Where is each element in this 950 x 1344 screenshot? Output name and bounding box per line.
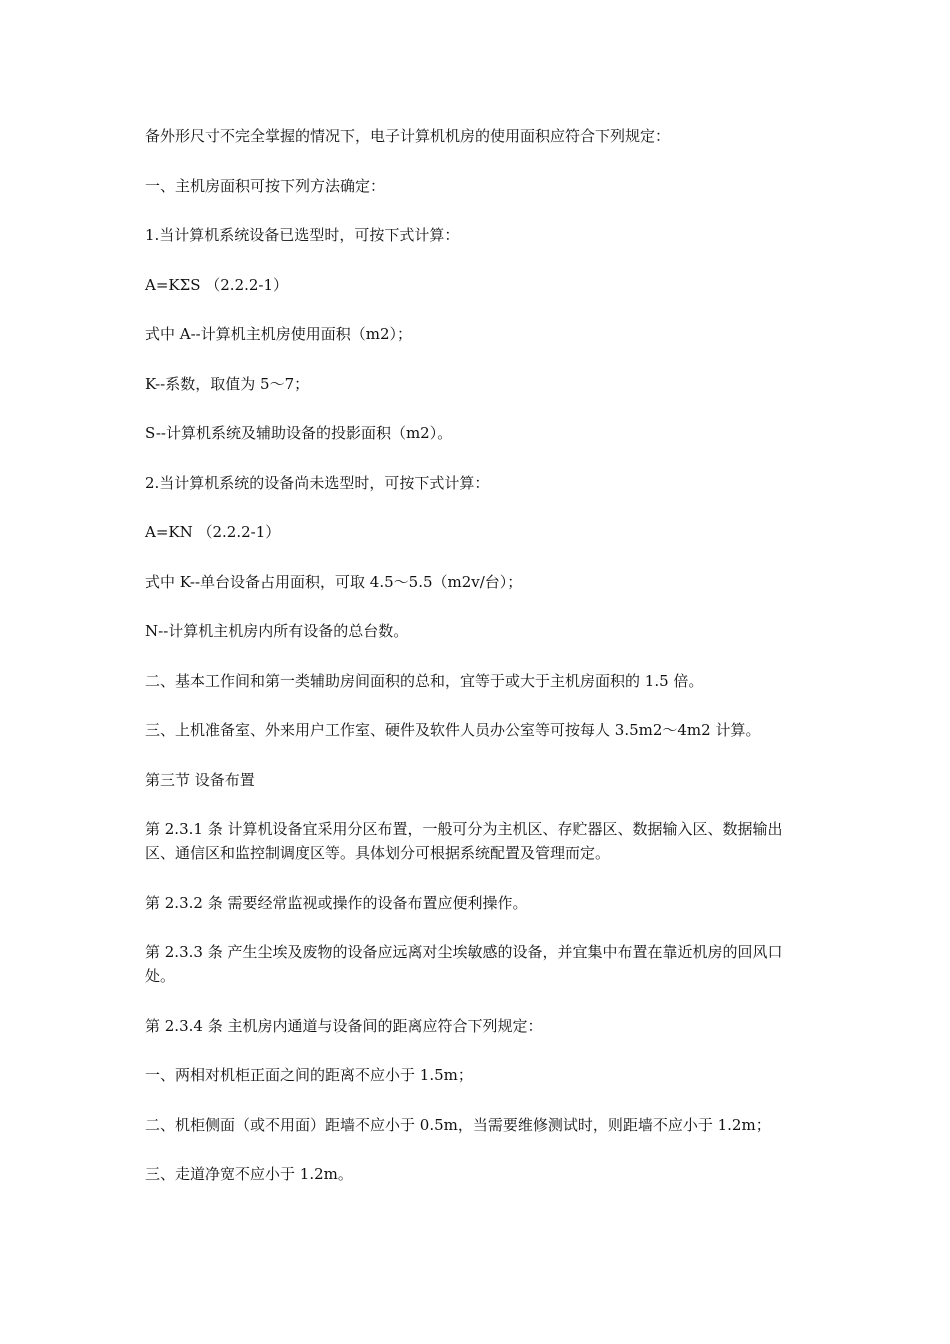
paragraph-prep-room: 三、上机准备室、外来用户工作室、硬件及软件人员办公室等可按每人 3.5m2～4m2 计算。 [145, 721, 761, 739]
paragraph-definition-k: K--系数，取值为 5～7； [145, 374, 310, 393]
clause-2-3-2: 第 2.3.2 条 需要经常监视或操作的设备布置应便利操作。 [145, 893, 528, 912]
formula-2: A=KN （2.2.2-1） [145, 523, 281, 541]
section-heading: 第三节 设备布置 [145, 770, 255, 789]
rule-aisle-width: 三、走道净宽不应小于 1.2m。 [145, 1165, 353, 1183]
clause-2-3-3: 第 2.3.3 条 产生尘埃及废物的设备应远离对尘埃敏感的设备，并宜集中布置在靠近机房的回风口处。 [145, 943, 783, 985]
paragraph-definition-k2: 式中 K--单台设备占用面积，可取 4.5～5.5（m2v/台）； [145, 572, 523, 591]
paragraph-method-1: 1.当计算机系统设备已选型时，可按下式计算： [145, 226, 460, 244]
paragraph-intro: 备外形尺寸不完全掌握的情况下，电子计算机机房的使用面积应符合下列规定： [145, 127, 671, 145]
rule-cabinet-front: 一、两相对机柜正面之间的距离不应小于 1.5m； [145, 1066, 473, 1084]
rule-cabinet-side: 二、机柜侧面（或不用面）距墙不应小于 0.5m，当需要维修测试时，则距墙不应小于 1.2m； [145, 1115, 771, 1134]
document-body [145, 124, 810, 1212]
paragraph-definition-n: N--计算机主机房内所有设备的总台数。 [145, 622, 409, 640]
paragraph-method-2: 2.当计算机系统的设备尚未选型时，可按下式计算： [145, 473, 490, 492]
clause-2-3-4: 第 2.3.4 条 主机房内通道与设备间的距离应符合下列规定： [145, 1016, 543, 1035]
paragraph-main-room-area: 一、主机房面积可按下列方法确定： [145, 176, 386, 195]
formula-1: A=KΣS （2.2.2-1） [145, 275, 289, 294]
paragraph-definition-a: 式中 A--计算机主机房使用面积（m2）； [145, 325, 413, 343]
paragraph-basic-workroom: 二、基本工作间和第一类辅助房间面积的总和，宜等于或大于主机房面积的 1.5 倍。 [145, 671, 704, 690]
paragraph-definition-s: S--计算机系统及辅助设备的投影面积（m2）。 [145, 424, 453, 442]
clause-2-3-1: 第 2.3.1 条 计算机设备宜采用分区布置，一般可分为主机区、存贮器区、数据输入区、数据输出区、通信区和监控制调度区等。具体划分可根据系统配置及管理而定。 [145, 820, 783, 862]
